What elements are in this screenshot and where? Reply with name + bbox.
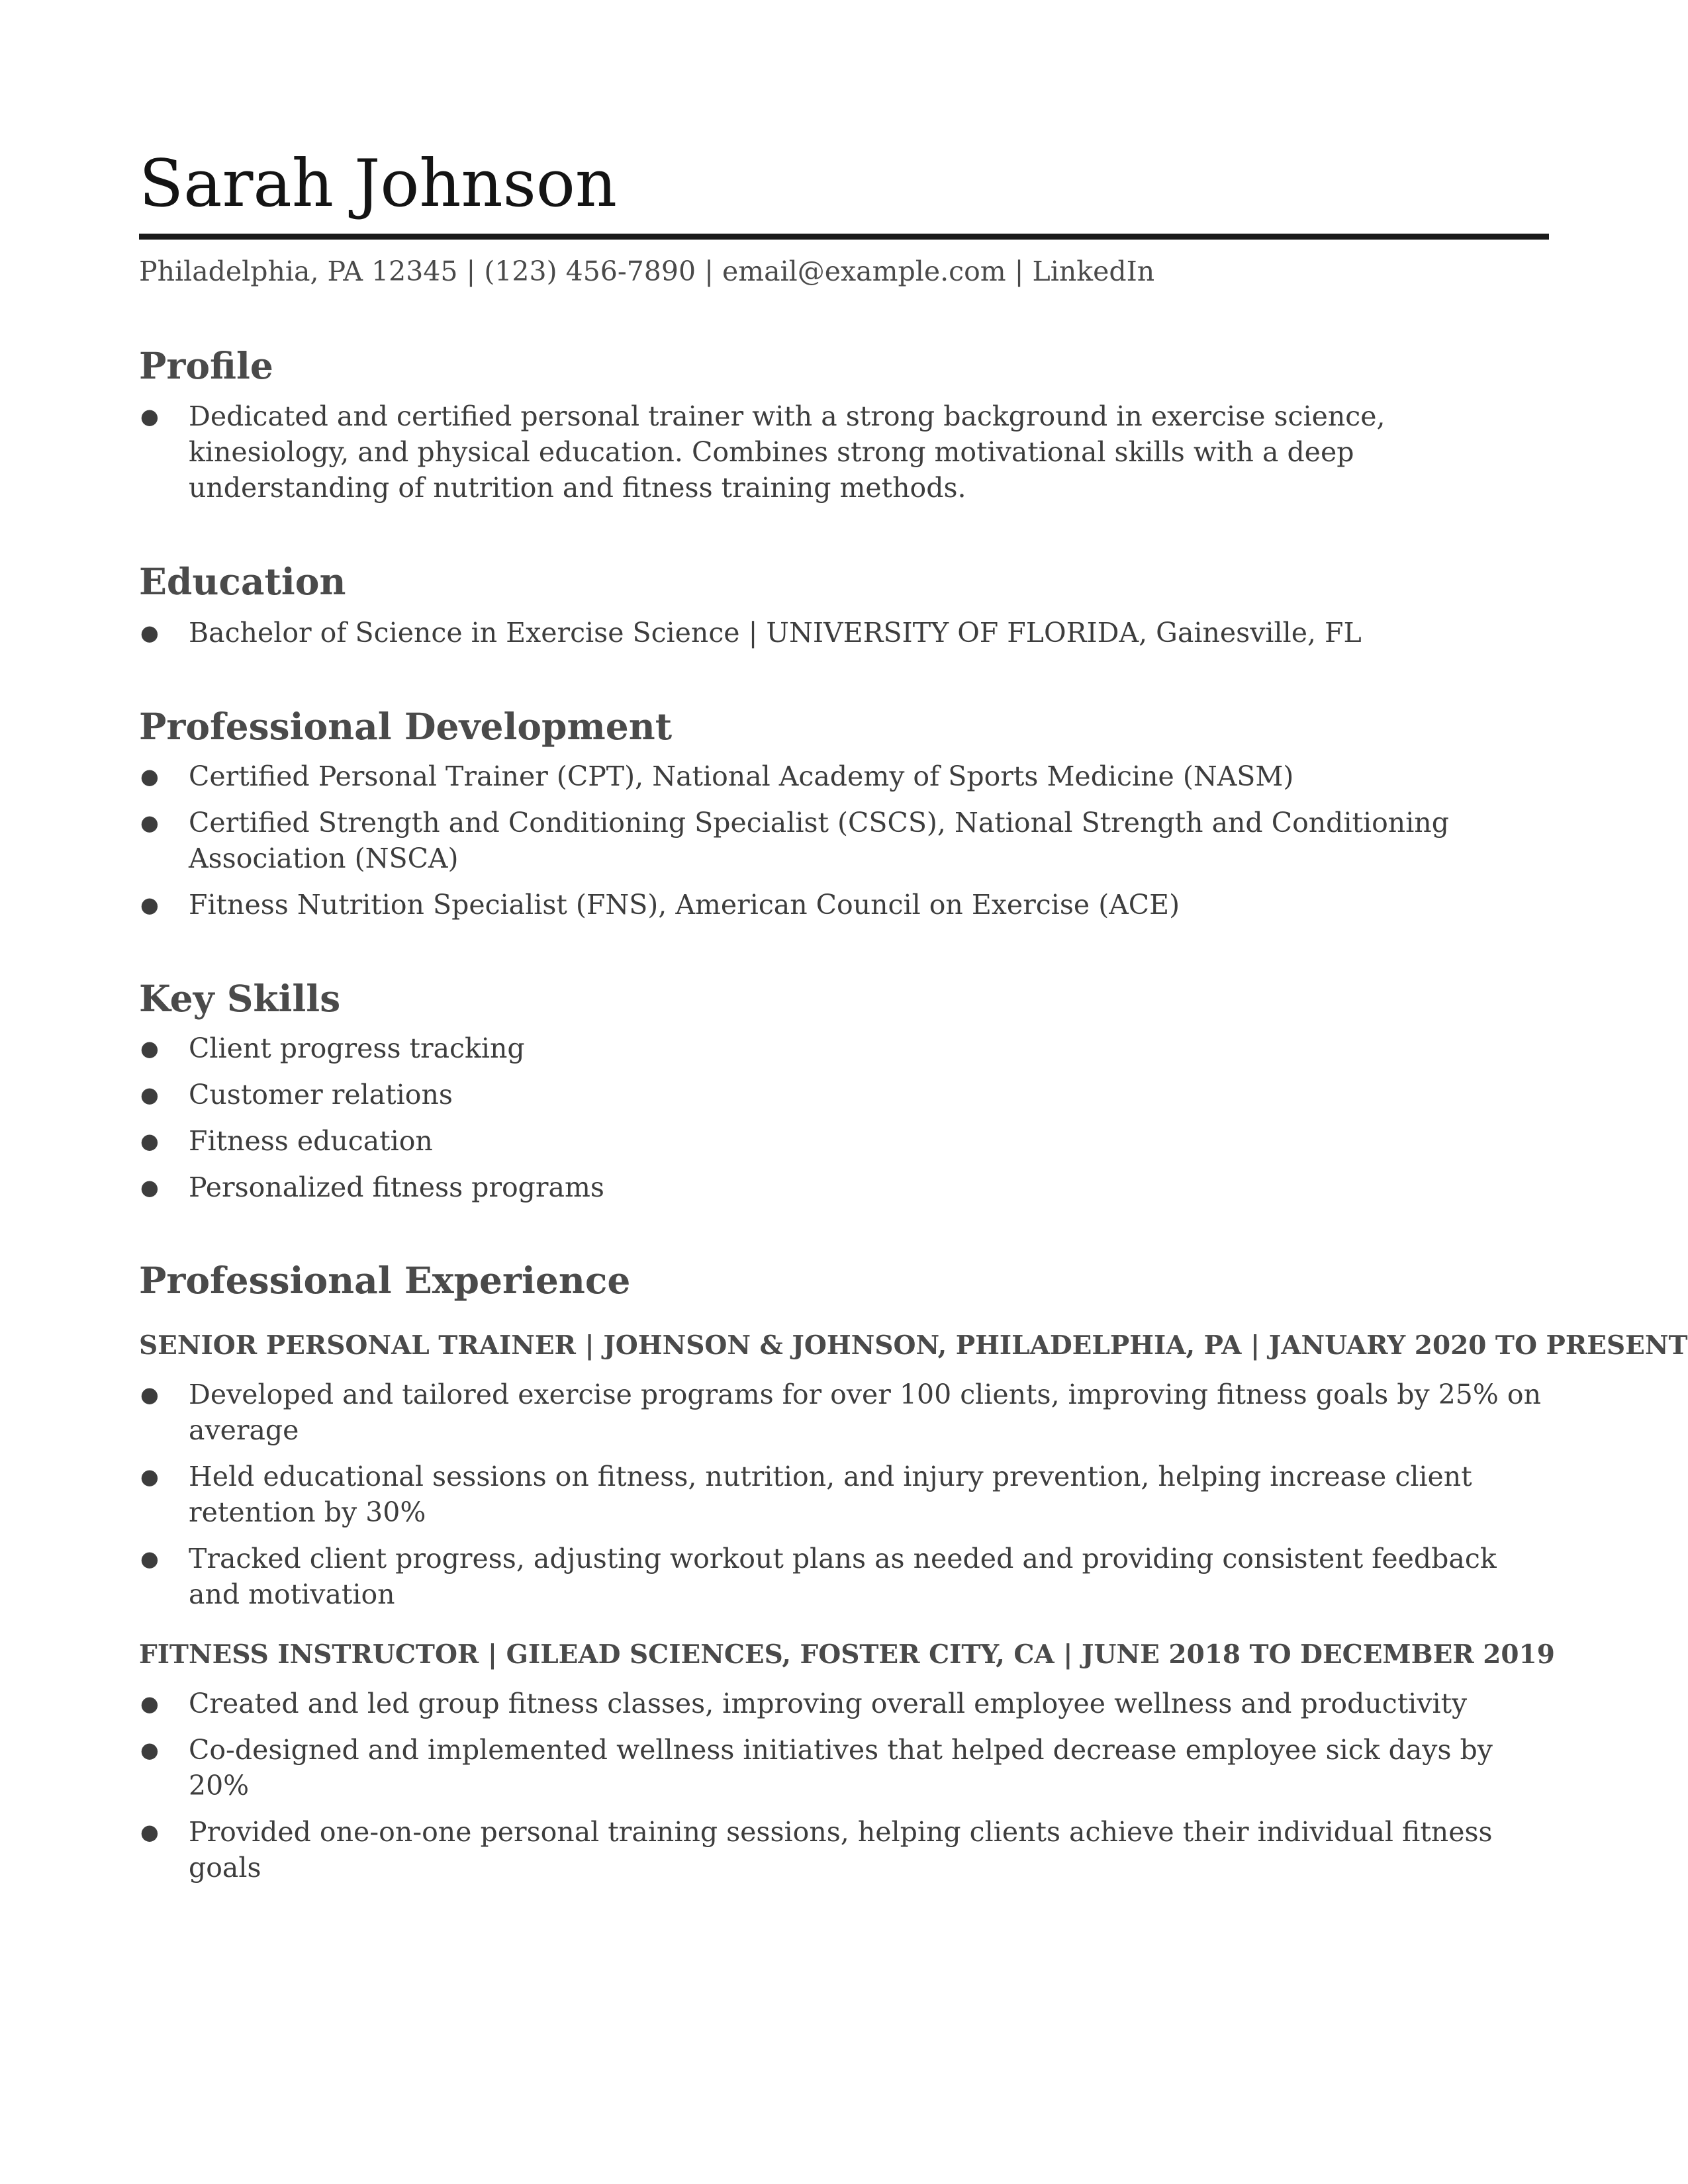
bullet-icon: ● [140, 1819, 159, 1844]
bullet-icon: ● [140, 1546, 159, 1571]
duty-entry: Tracked client progress, adjusting workout plans as needed and providing consistent feedback and motivation [189, 1543, 1497, 1610]
candidate-name: Sarah Johnson [139, 146, 618, 222]
skill-entry: Fitness education [189, 1125, 433, 1157]
education-list [139, 615, 1549, 651]
job-heading: SENIOR PERSONAL TRAINER | JOHNSON & JOHNSON, PHILADELPHIA, PA | JANUARY 2020 TO PRESENT [139, 1330, 1688, 1361]
section-title-profile: Profile [139, 344, 273, 387]
certification-entry: Certified Personal Trainer (CPT), National Academy of Sports Medicine (NASM) [189, 760, 1294, 792]
section-title-experience: Professional Experience [139, 1259, 631, 1302]
section-title-skills: Key Skills [139, 977, 341, 1020]
list-item [139, 1030, 1549, 1066]
bullet-icon: ● [140, 1175, 159, 1200]
duty-entry: Co-designed and implemented wellness initiatives that helped decrease employee sick days by 20% [189, 1734, 1493, 1801]
development-list [139, 758, 1549, 923]
skill-entry: Personalized fitness programs [189, 1171, 604, 1203]
duty-entry: Created and led group fitness classes, improving overall employee wellness and productivity [189, 1688, 1468, 1719]
bullet-icon: ● [140, 764, 159, 789]
list-item [139, 1541, 1549, 1612]
duty-entry: Held educational sessions on fitness, nutrition, and injury prevention, helping increase client retention by 30% [189, 1461, 1472, 1528]
certification-entry: Certified Strength and Conditioning Specialist (CSCS), National Strength and Conditioning Association (NSCA) [189, 807, 1449, 874]
bullet-icon: ● [140, 620, 159, 645]
profile-list [139, 398, 1549, 506]
bullet-icon: ● [140, 404, 159, 429]
skill-entry: Client progress tracking [189, 1032, 525, 1064]
list-item [139, 887, 1549, 923]
profile-summary: Dedicated and certified personal trainer with a strong background in exercise science, kinesiology, and physical education. Combines strong motivational skills with a deep understanding of nutrition and fitness training methods. [189, 400, 1385, 504]
job-heading: FITNESS INSTRUCTOR | GILEAD SCIENCES, FOSTER CITY, CA | JUNE 2018 TO DECEMBER 2019 [139, 1639, 1555, 1670]
list-item [139, 1814, 1549, 1886]
section-title-education: Education [139, 560, 346, 603]
bullet-icon: ● [140, 1737, 159, 1762]
list-item [139, 1686, 1549, 1721]
bullet-icon: ● [140, 1036, 159, 1061]
list-item [139, 1459, 1549, 1530]
bullet-icon: ● [140, 1382, 159, 1407]
bullet-icon: ● [140, 1464, 159, 1489]
list-item [139, 1077, 1549, 1113]
job-duties-list [139, 1377, 1549, 1612]
header-divider [139, 234, 1549, 240]
section-title-development: Professional Development [139, 705, 673, 748]
list-item [139, 1123, 1549, 1159]
duty-entry: Developed and tailored exercise programs for over 100 clients, improving fitness goals by 25% on average [189, 1379, 1541, 1446]
education-entry: Bachelor of Science in Exercise Science | UNIVERSITY OF FLORIDA, Gainesville, FL [189, 617, 1362, 649]
list-item [139, 758, 1549, 794]
list-item [139, 615, 1549, 651]
list-item [139, 398, 1549, 506]
list-item [139, 1732, 1549, 1803]
list-item [139, 1169, 1549, 1205]
skills-list [139, 1030, 1549, 1205]
job-duties-list [139, 1686, 1549, 1886]
skill-entry: Customer relations [189, 1079, 453, 1111]
bullet-icon: ● [140, 810, 159, 835]
certification-entry: Fitness Nutrition Specialist (FNS), American Council on Exercise (ACE) [189, 889, 1180, 921]
bullet-icon: ● [140, 1128, 159, 1154]
bullet-icon: ● [140, 1082, 159, 1107]
contact-line: Philadelphia, PA 12345 | (123) 456-7890 | email@example.com | LinkedIn [139, 255, 1155, 287]
bullet-icon: ● [140, 892, 159, 917]
list-item [139, 805, 1549, 876]
duty-entry: Provided one-on-one personal training sessions, helping clients achieve their individual fitness goals [189, 1816, 1493, 1884]
list-item [139, 1377, 1549, 1448]
bullet-icon: ● [140, 1691, 159, 1716]
